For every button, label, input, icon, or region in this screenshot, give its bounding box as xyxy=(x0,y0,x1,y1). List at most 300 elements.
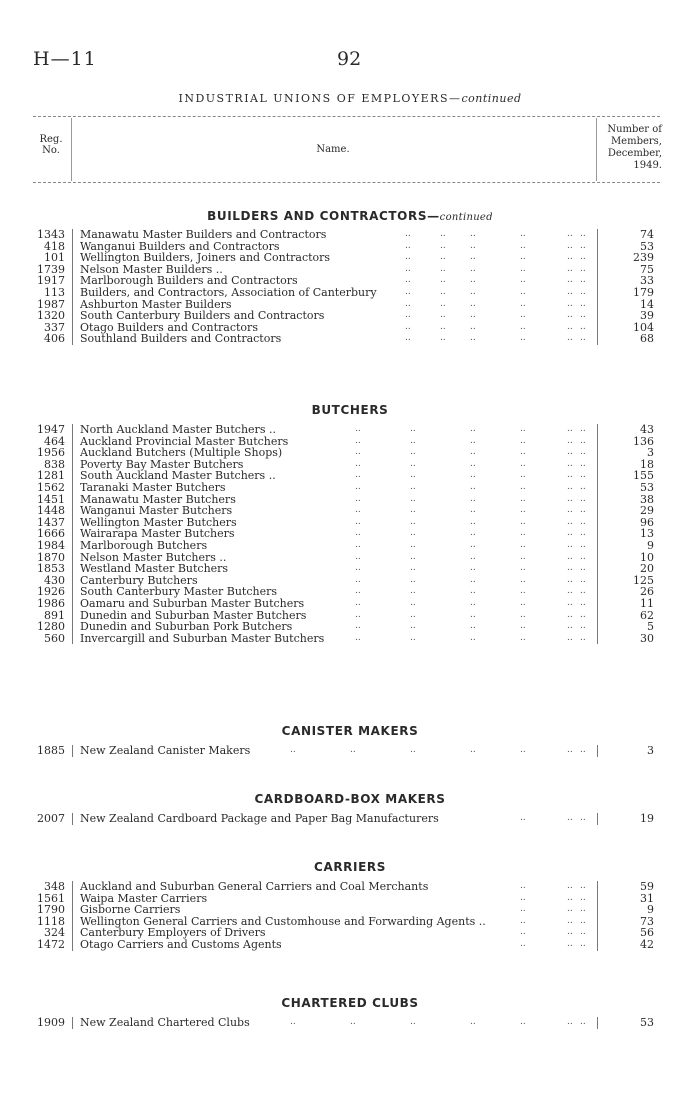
dot-leader: .. xyxy=(580,528,586,539)
reg-number-cell: 1666 xyxy=(37,527,65,541)
dot-leader: .. xyxy=(470,252,476,263)
dot-leader: .. xyxy=(580,333,586,344)
dot-leader: .. xyxy=(580,470,586,481)
union-name-cell: Marlborough Butchers xyxy=(80,538,208,552)
section-rows xyxy=(0,745,700,757)
dot-leader: .. xyxy=(410,516,416,527)
section-title xyxy=(0,860,700,874)
members-count-cell: 13 xyxy=(640,527,654,541)
union-name-cell: South Canterbury Master Butchers xyxy=(80,585,277,599)
dot-leader: .. xyxy=(580,447,586,458)
members-count-cell: 38 xyxy=(640,492,654,506)
union-name-cell: Canterbury Employers of Drivers xyxy=(80,926,266,940)
dot-leader: .. xyxy=(567,632,573,643)
dot-leader: .. xyxy=(520,563,526,574)
members-count-cell: 19 xyxy=(640,812,654,825)
dot-leader: .. xyxy=(470,240,476,251)
dot-leader: .. xyxy=(567,586,573,597)
dot-leader: .. xyxy=(580,551,586,562)
union-name-cell: Auckland and Suburban General Carriers and Coal Merchants xyxy=(80,880,429,893)
reg-column-divider xyxy=(72,1017,73,1029)
dot-leader: .. xyxy=(470,447,476,458)
dot-leader: .. xyxy=(470,516,476,527)
dot-leader: .. xyxy=(440,321,446,332)
dot-leader: .. xyxy=(567,286,573,297)
dot-leader: .. xyxy=(410,424,416,434)
reg-header-line: No. xyxy=(42,145,60,156)
page-number: 92 xyxy=(337,48,362,70)
dot-leader: .. xyxy=(567,516,573,527)
dot-leader: .. xyxy=(290,745,296,755)
members-count-cell: 39 xyxy=(640,309,654,323)
dot-leader: .. xyxy=(405,229,411,239)
dot-leader: .. xyxy=(405,321,411,332)
dot-leader: .. xyxy=(520,904,526,915)
union-name-cell: Dunedin and Suburban Pork Butchers xyxy=(80,620,293,634)
reg-number-cell: 1956 xyxy=(37,446,65,460)
members-count-cell: 62 xyxy=(640,608,654,622)
dot-leader: .. xyxy=(470,263,476,274)
section-title xyxy=(0,996,700,1010)
table-row xyxy=(0,621,700,633)
dot-leader: .. xyxy=(405,275,411,286)
dot-leader: .. xyxy=(580,813,586,823)
union-name-cell: Nelson Master Builders .. xyxy=(80,262,223,276)
dot-leader: .. xyxy=(520,240,526,251)
dot-leader: .. xyxy=(470,609,476,620)
dot-leader: .. xyxy=(470,574,476,585)
dot-leader: .. xyxy=(580,263,586,274)
members-count-cell: 29 xyxy=(640,504,654,518)
reg-number-cell: 1448 xyxy=(37,504,65,518)
union-name-cell: Waipa Master Carriers xyxy=(80,891,208,905)
dot-leader: .. xyxy=(567,310,573,321)
reg-number-cell: 1118 xyxy=(37,914,65,928)
dot-leader: .. xyxy=(470,621,476,632)
union-name-cell: New Zealand Chartered Clubs xyxy=(80,1016,250,1029)
dot-leader: .. xyxy=(567,333,573,344)
table-row xyxy=(0,881,700,893)
union-name-cell: Invercargill and Suburban Master Butchers xyxy=(80,631,325,645)
dot-leader: .. xyxy=(567,240,573,251)
dot-leader: .. xyxy=(355,493,361,504)
union-name-cell: Auckland Butchers (Multiple Shops) xyxy=(80,446,283,460)
reg-number-cell: 348 xyxy=(44,880,65,893)
members-count-cell: 33 xyxy=(640,274,654,288)
dot-leader: .. xyxy=(580,904,586,915)
dot-leader: .. xyxy=(405,298,411,309)
dot-leader: .. xyxy=(567,621,573,632)
dot-leader: .. xyxy=(580,586,586,597)
table-row xyxy=(0,598,700,610)
dot-leader: .. xyxy=(567,551,573,562)
members-count-cell: 239 xyxy=(633,251,654,265)
members-column-divider xyxy=(597,813,598,825)
members-count-cell: 56 xyxy=(640,926,654,940)
table-row xyxy=(0,229,700,241)
section-title-continued: continued xyxy=(439,212,493,223)
dot-leader: .. xyxy=(580,275,586,286)
section-rows xyxy=(0,424,700,644)
dot-leader: .. xyxy=(405,263,411,274)
section-title xyxy=(0,724,700,738)
dot-leader: .. xyxy=(520,927,526,938)
dot-leader: .. xyxy=(520,458,526,469)
dot-leader: .. xyxy=(410,586,416,597)
dot-leader: .. xyxy=(520,263,526,274)
dot-leader: .. xyxy=(350,1017,356,1027)
dot-leader: .. xyxy=(410,481,416,492)
dot-leader: .. xyxy=(580,915,586,926)
dot-leader: .. xyxy=(470,310,476,321)
members-count-cell: 125 xyxy=(633,573,654,587)
members-count-cell: 179 xyxy=(633,285,654,299)
section-title-text: CARDBOARD-BOX MAKERS xyxy=(254,792,446,806)
members-count-cell: 3 xyxy=(647,744,654,757)
dot-leader: .. xyxy=(410,458,416,469)
dot-leader: .. xyxy=(290,1017,296,1027)
dot-leader: .. xyxy=(520,447,526,458)
members-count-cell: 18 xyxy=(640,457,654,471)
dot-leader: .. xyxy=(567,938,573,949)
dot-leader: .. xyxy=(355,481,361,492)
dot-leader: .. xyxy=(567,505,573,516)
dot-leader: .. xyxy=(567,424,573,434)
dot-leader: .. xyxy=(350,745,356,755)
page-title-continued: continued xyxy=(461,92,522,105)
reg-number-cell: 1917 xyxy=(37,274,65,288)
dot-leader: .. xyxy=(580,927,586,938)
members-count-cell: 11 xyxy=(640,596,654,610)
reg-number-cell: 406 xyxy=(44,332,65,346)
header-top-rule xyxy=(33,116,660,117)
dot-leader: .. xyxy=(567,574,573,585)
dot-leader: .. xyxy=(567,745,573,755)
dot-leader: .. xyxy=(567,813,573,823)
dot-leader: .. xyxy=(520,298,526,309)
dot-leader: .. xyxy=(567,493,573,504)
dot-leader: .. xyxy=(567,252,573,263)
reg-number-cell: 891 xyxy=(44,608,65,622)
table-row xyxy=(0,482,700,494)
dot-leader: .. xyxy=(580,938,586,949)
dot-leader: .. xyxy=(440,252,446,263)
dot-leader: .. xyxy=(567,881,573,891)
reg-number-cell: 1562 xyxy=(37,480,65,494)
section-rows xyxy=(0,229,700,345)
dot-leader: .. xyxy=(520,516,526,527)
dot-leader: .. xyxy=(580,516,586,527)
dot-leader: .. xyxy=(405,310,411,321)
section-rows xyxy=(0,1017,700,1029)
dot-leader: .. xyxy=(410,505,416,516)
members-column-divider xyxy=(597,229,598,345)
table-row xyxy=(0,505,700,517)
dot-leader: .. xyxy=(580,298,586,309)
dot-leader: .. xyxy=(520,609,526,620)
dot-leader: .. xyxy=(580,609,586,620)
union-name-cell: Canterbury Butchers xyxy=(80,573,198,587)
members-count-cell: 5 xyxy=(647,620,654,634)
dot-leader: .. xyxy=(440,298,446,309)
union-name-cell: Southland Builders and Contractors xyxy=(80,332,282,346)
members-count-cell: 68 xyxy=(640,332,654,346)
column-header-members xyxy=(598,124,662,172)
dot-leader: .. xyxy=(355,563,361,574)
dot-leader: .. xyxy=(470,505,476,516)
section-title-text: CARRIERS xyxy=(314,860,386,874)
dot-leader: .. xyxy=(355,435,361,446)
dot-leader: .. xyxy=(520,505,526,516)
dot-leader: .. xyxy=(470,481,476,492)
section-rows xyxy=(0,813,700,825)
union-name-cell: Otago Builders and Contractors xyxy=(80,320,258,334)
dot-leader: .. xyxy=(355,597,361,608)
dot-leader: .. xyxy=(567,435,573,446)
reg-number-cell: 1909 xyxy=(37,1016,65,1029)
dot-leader: .. xyxy=(520,574,526,585)
dot-leader: .. xyxy=(520,621,526,632)
union-name-cell: Dunedin and Suburban Master Butchers xyxy=(80,608,307,622)
reg-column-divider xyxy=(72,813,73,825)
dot-leader: .. xyxy=(520,321,526,332)
union-name-cell: Auckland Provincial Master Butchers xyxy=(80,434,289,448)
reg-number-cell: 1984 xyxy=(37,538,65,552)
dot-leader: .. xyxy=(580,632,586,643)
dot-leader: .. xyxy=(520,229,526,239)
reg-header-line: Reg. xyxy=(39,134,63,145)
members-header-line: Number of xyxy=(607,124,662,135)
dot-leader: .. xyxy=(520,539,526,550)
dot-leader: .. xyxy=(567,609,573,620)
dot-leader: .. xyxy=(520,892,526,903)
dot-leader: .. xyxy=(470,424,476,434)
reg-number-cell: 1853 xyxy=(37,562,65,576)
dot-leader: .. xyxy=(355,458,361,469)
reg-column-divider xyxy=(72,881,73,951)
dot-leader: .. xyxy=(470,551,476,562)
section-title-text: BUILDERS AND CONTRACTORS— xyxy=(207,209,440,223)
dot-leader: .. xyxy=(470,435,476,446)
dot-leader: .. xyxy=(520,915,526,926)
dot-leader: .. xyxy=(470,321,476,332)
members-count-cell: 155 xyxy=(633,469,654,483)
dot-leader: .. xyxy=(580,539,586,550)
dot-leader: .. xyxy=(355,470,361,481)
dot-leader: .. xyxy=(580,745,586,755)
reg-number-cell: 1561 xyxy=(37,891,65,905)
members-count-cell: 74 xyxy=(640,228,654,241)
page-title-main: INDUSTRIAL UNIONS OF EMPLOYERS— xyxy=(178,92,462,105)
header-divider-right xyxy=(596,118,597,181)
reg-number-cell: 1280 xyxy=(37,620,65,634)
section-rows xyxy=(0,881,700,951)
dot-leader: .. xyxy=(405,286,411,297)
reg-number-cell: 1947 xyxy=(37,423,65,436)
reg-number-cell: 1320 xyxy=(37,309,65,323)
reg-number-cell: 1437 xyxy=(37,515,65,529)
union-name-cell: Gisborne Carriers xyxy=(80,903,181,917)
dot-leader: .. xyxy=(520,252,526,263)
dot-leader: .. xyxy=(440,229,446,239)
dot-leader: .. xyxy=(580,892,586,903)
dot-leader: .. xyxy=(405,240,411,251)
dot-leader: .. xyxy=(567,528,573,539)
dot-leader: .. xyxy=(440,333,446,344)
reg-number-cell: 838 xyxy=(44,457,65,471)
dot-leader: .. xyxy=(580,621,586,632)
dot-leader: .. xyxy=(580,563,586,574)
dot-leader: .. xyxy=(355,632,361,643)
dot-leader: .. xyxy=(410,621,416,632)
dot-leader: .. xyxy=(405,252,411,263)
reg-number-cell: 1870 xyxy=(37,550,65,564)
union-name-cell: South Canterbury Builders and Contractors xyxy=(80,309,325,323)
table-row xyxy=(0,939,700,951)
dot-leader: .. xyxy=(355,447,361,458)
reg-number-cell: 337 xyxy=(44,320,65,334)
reg-number-cell: 324 xyxy=(44,926,65,940)
dot-leader: .. xyxy=(520,586,526,597)
dot-leader: .. xyxy=(440,275,446,286)
reg-number-cell: 1451 xyxy=(37,492,65,506)
union-name-cell: Wellington Builders, Joiners and Contractors xyxy=(80,251,331,265)
reg-number-cell: 2007 xyxy=(37,812,65,825)
union-name-cell: Westland Master Butchers xyxy=(80,562,229,576)
dot-leader: .. xyxy=(520,813,526,823)
reg-number-cell: 464 xyxy=(44,434,65,448)
reg-number-cell: 101 xyxy=(44,251,65,265)
table-row xyxy=(0,287,700,299)
dot-leader: .. xyxy=(520,528,526,539)
dot-leader: .. xyxy=(580,240,586,251)
table-row xyxy=(0,310,700,322)
dot-leader: .. xyxy=(355,621,361,632)
dot-leader: .. xyxy=(440,286,446,297)
dot-leader: .. xyxy=(410,1017,416,1027)
members-count-cell: 31 xyxy=(640,891,654,905)
dot-leader: .. xyxy=(470,632,476,643)
members-column-divider xyxy=(597,881,598,951)
reg-number-cell: 1739 xyxy=(37,262,65,276)
dot-leader: .. xyxy=(470,563,476,574)
dot-leader: .. xyxy=(580,458,586,469)
dot-leader: .. xyxy=(410,493,416,504)
dot-leader: .. xyxy=(580,505,586,516)
members-count-cell: 10 xyxy=(640,550,654,564)
dot-leader: .. xyxy=(520,632,526,643)
reg-number-cell: 1343 xyxy=(37,228,65,241)
dot-leader: .. xyxy=(470,275,476,286)
dot-leader: .. xyxy=(470,1017,476,1027)
dot-leader: .. xyxy=(520,310,526,321)
reg-number-cell: 1926 xyxy=(37,585,65,599)
dot-leader: .. xyxy=(410,609,416,620)
dot-leader: .. xyxy=(520,597,526,608)
dot-leader: .. xyxy=(580,481,586,492)
reg-number-cell: 1472 xyxy=(37,937,65,951)
union-name-cell: Wairarapa Master Butchers xyxy=(80,527,235,541)
table-row xyxy=(0,745,700,757)
dot-leader: .. xyxy=(520,286,526,297)
dot-leader: .. xyxy=(410,563,416,574)
table-row xyxy=(0,1017,700,1029)
dot-leader: .. xyxy=(470,586,476,597)
dot-leader: .. xyxy=(520,493,526,504)
dot-leader: .. xyxy=(520,745,526,755)
union-name-cell: New Zealand Cardboard Package and Paper Bag Manufacturers xyxy=(80,812,439,825)
column-header-name: Name. xyxy=(316,144,350,155)
dot-leader: .. xyxy=(470,745,476,755)
dot-leader: .. xyxy=(567,539,573,550)
dot-leader: .. xyxy=(567,263,573,274)
dot-leader: .. xyxy=(580,493,586,504)
dot-leader: .. xyxy=(520,275,526,286)
dot-leader: .. xyxy=(355,424,361,434)
dot-leader: .. xyxy=(580,435,586,446)
union-name-cell: Wellington General Carriers and Customhouse and Forwarding Agents .. xyxy=(80,914,486,928)
union-name-cell: North Auckland Master Butchers .. xyxy=(80,423,276,436)
dot-leader: .. xyxy=(410,528,416,539)
members-count-cell: 104 xyxy=(633,320,654,334)
dot-leader: .. xyxy=(567,229,573,239)
dot-leader: .. xyxy=(520,424,526,434)
section-title xyxy=(0,209,700,223)
section-title xyxy=(0,792,700,806)
dot-leader: .. xyxy=(520,1017,526,1027)
members-count-cell: 9 xyxy=(647,538,654,552)
dot-leader: .. xyxy=(355,528,361,539)
dot-leader: .. xyxy=(410,470,416,481)
parliamentary-paper-code: H—11 xyxy=(33,48,97,70)
union-name-cell: New Zealand Canister Makers xyxy=(80,744,251,757)
reg-number-cell: 418 xyxy=(44,239,65,253)
dot-leader: .. xyxy=(580,424,586,434)
section-title-text: CHARTERED CLUBS xyxy=(281,996,419,1010)
dot-leader: .. xyxy=(440,263,446,274)
dot-leader: .. xyxy=(580,321,586,332)
reg-number-cell: 1790 xyxy=(37,903,65,917)
dot-leader: .. xyxy=(567,904,573,915)
dot-leader: .. xyxy=(410,574,416,585)
dot-leader: .. xyxy=(355,516,361,527)
dot-leader: .. xyxy=(410,597,416,608)
dot-leader: .. xyxy=(520,551,526,562)
dot-leader: .. xyxy=(410,551,416,562)
members-count-cell: 53 xyxy=(640,480,654,494)
table-row xyxy=(0,333,700,345)
dot-leader: .. xyxy=(567,563,573,574)
dot-leader: .. xyxy=(520,470,526,481)
union-name-cell: Nelson Master Butchers .. xyxy=(80,550,227,564)
members-count-cell: 73 xyxy=(640,914,654,928)
union-name-cell: Builders, and Contractors, Association of Canterbury xyxy=(80,285,377,299)
dot-leader: .. xyxy=(567,927,573,938)
union-name-cell: Marlborough Builders and Contractors xyxy=(80,274,298,288)
reg-number-cell: 1281 xyxy=(37,469,65,483)
dot-leader: .. xyxy=(580,252,586,263)
dot-leader: .. xyxy=(580,286,586,297)
union-name-cell: Manawatu Master Butchers xyxy=(80,492,236,506)
dot-leader: .. xyxy=(440,310,446,321)
members-column-divider xyxy=(597,424,598,644)
dot-leader: .. xyxy=(405,333,411,344)
members-count-cell: 9 xyxy=(647,903,654,917)
dot-leader: .. xyxy=(355,505,361,516)
dot-leader: .. xyxy=(520,333,526,344)
members-count-cell: 43 xyxy=(640,423,654,436)
dot-leader: .. xyxy=(410,435,416,446)
